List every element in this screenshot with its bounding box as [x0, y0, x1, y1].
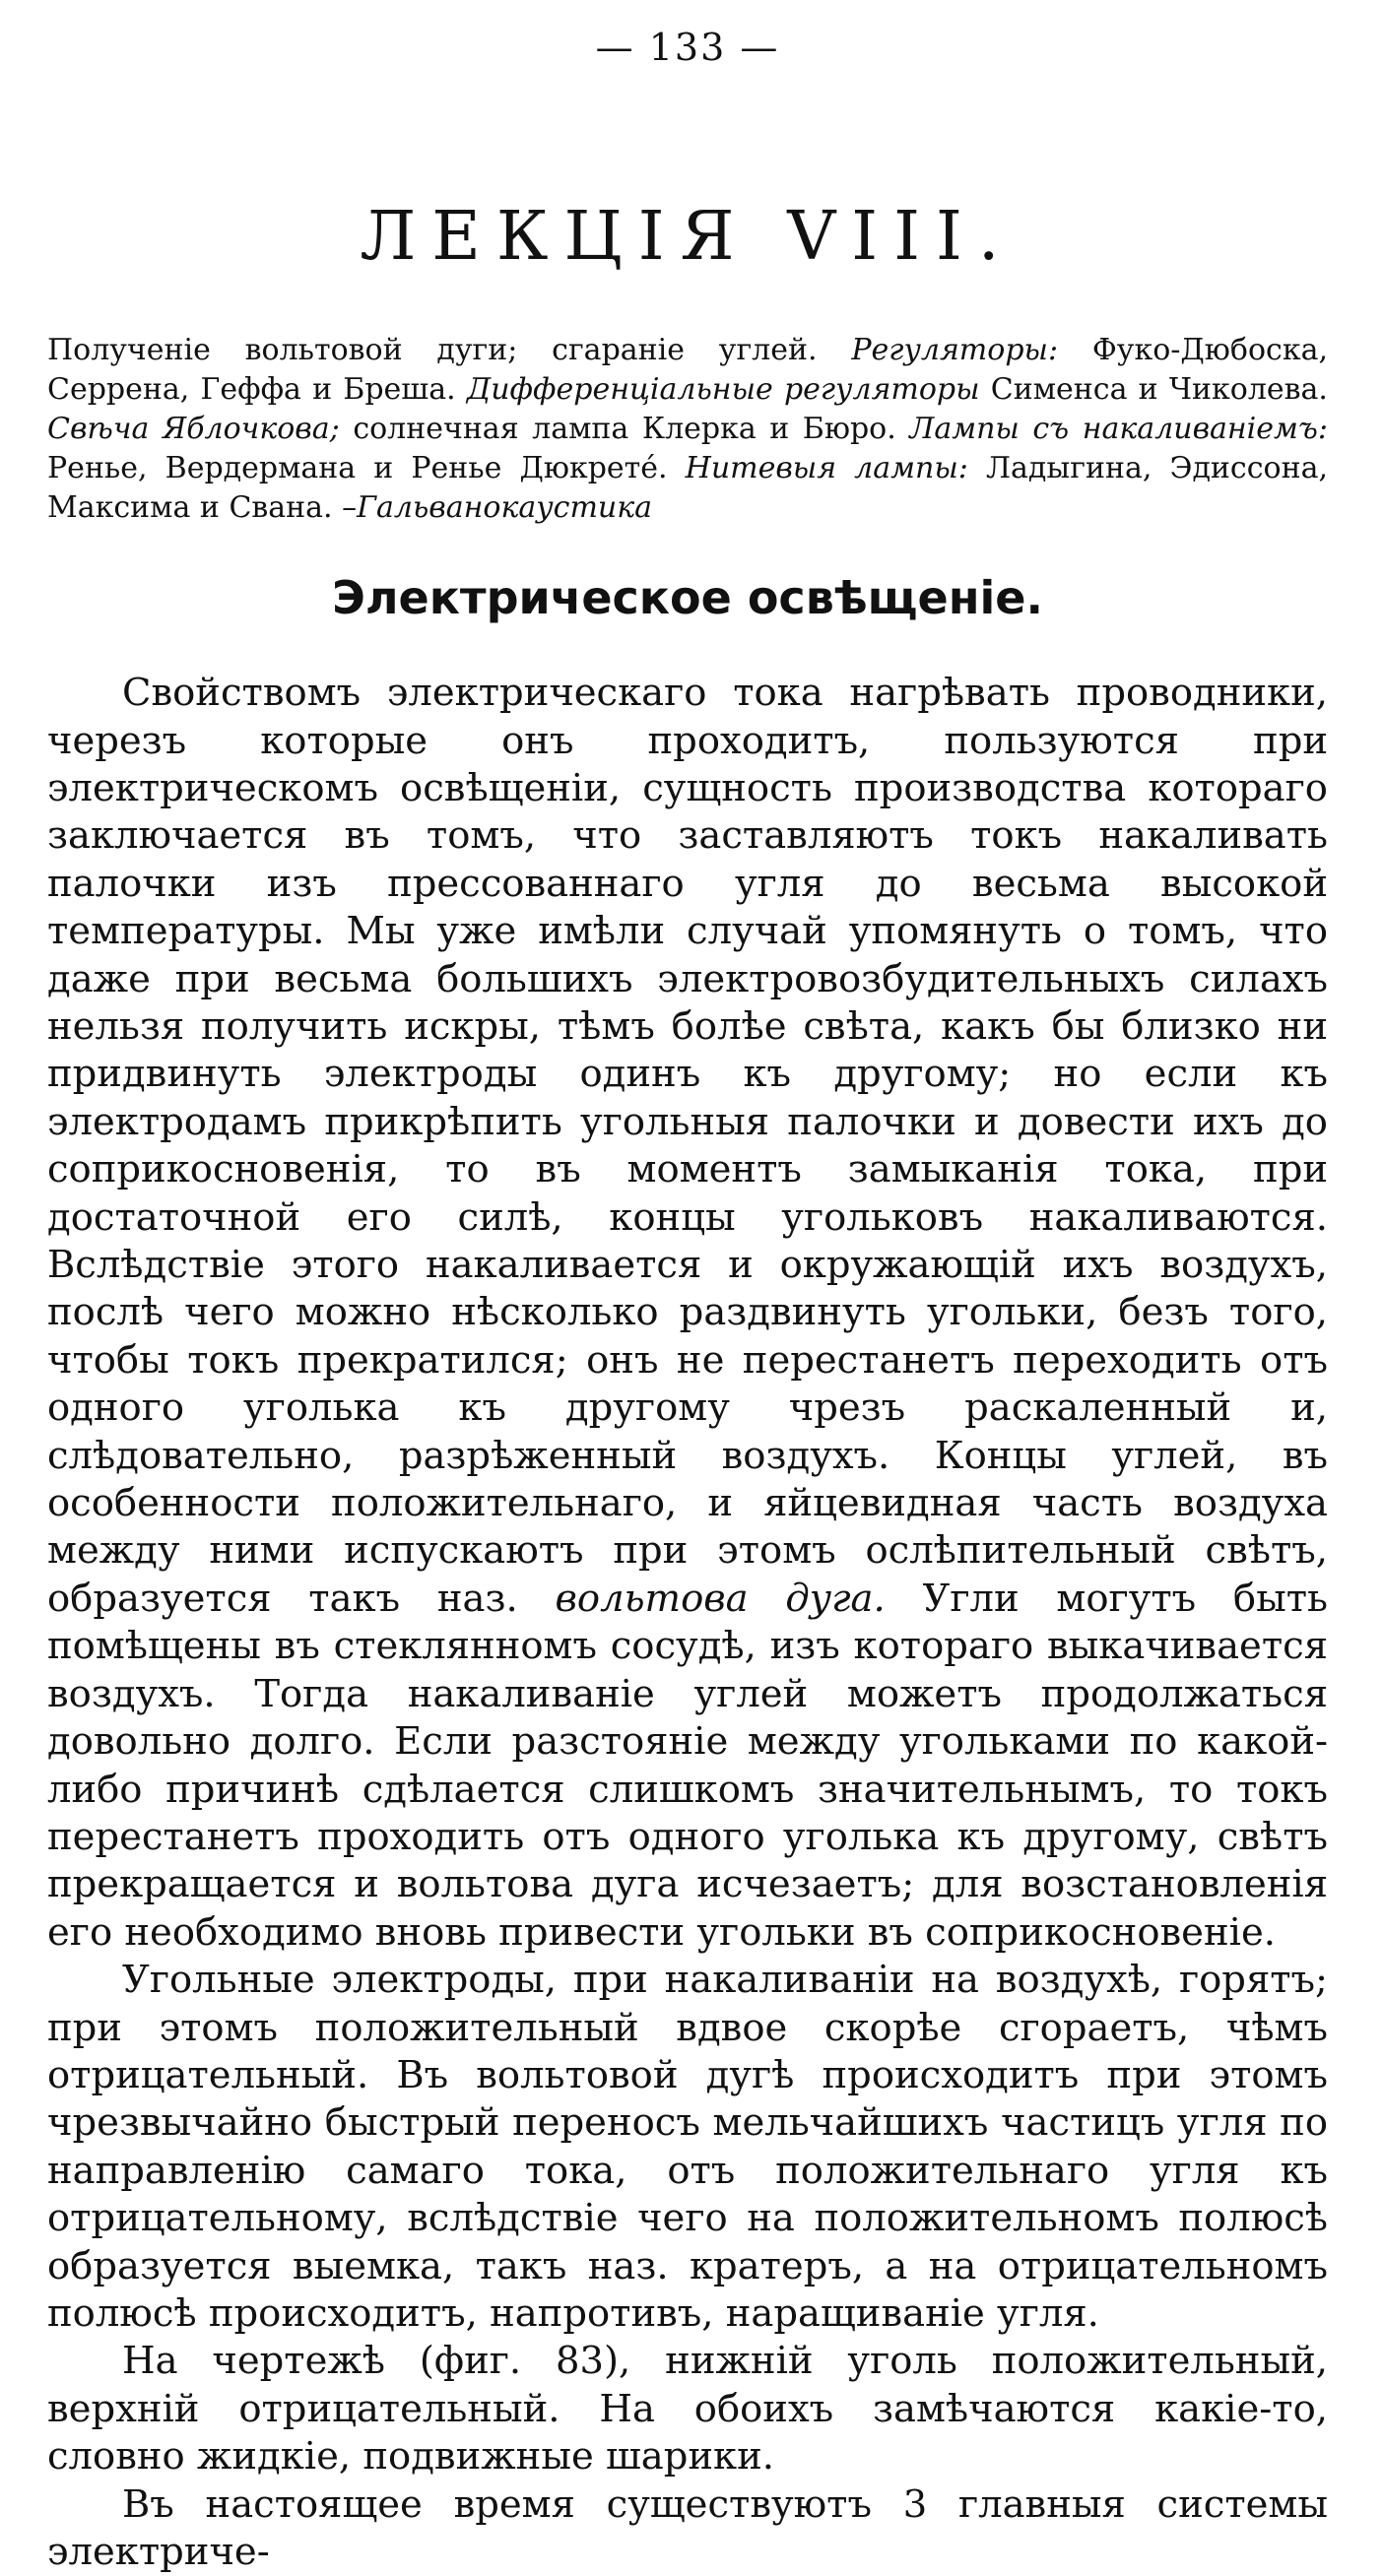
- section-heading: Электрическое освѣщеніе.: [332, 571, 1043, 624]
- lecture-summary: [47, 331, 1328, 528]
- paragraph-text: Свойствомъ электрическаго тока нагрѣвать проводники, черезъ которые онъ проходитъ, пользуются при электрическомъ освѣщеніи, сущность производства котораго заключается въ томъ, что заставляютъ токъ накаливать палочки изъ прессованнаго угля до весьма высокой температуры. Мы уже имѣли случай упомянуть о томъ, что даже при весьма большихъ электровозбудительныхъ силахъ нельзя получить искры, тѣмъ болѣе свѣта, какъ бы близко ни придвинуть электроды одинъ къ другому; но если къ электродамъ прикрѣпить угольныя палочки и довести ихъ до соприкосновенія, то въ моментъ замыканія тока, при достаточной его силѣ, концы угольковъ накаливаются. Вслѣдствіе этого накаливается и окружающій ихъ воздухъ, послѣ чего можно нѣсколько раздвинуть угольки, безъ того, чтобы токъ прекратился; онъ не перестанетъ переходить отъ одного уголька къ другому чрезъ раскаленный и, слѣдовательно, разрѣженный воздухъ. Концы углей, въ особенности положительнаго, и яйцевидная часть воздуха между ними испускаютъ при этомъ ослѣпительный свѣтъ, образуется такъ наз.: [47, 671, 1328, 1621]
- summary-italic: Диффеpенціальные регуляторы: [466, 372, 980, 407]
- lecture-title: ЛЕКЦІЯ VIII.: [360, 198, 1016, 276]
- body-text: [47, 670, 1328, 2576]
- paragraph: Угольные электроды, при накаливаніи на воздухѣ, горятъ; при этомъ положительный вдвое скорѣе сгораетъ, чѣмъ отрицательный. Въ вольтовой дугѣ происходитъ при этомъ чрезвычайно быстрый переносъ мельчайшихъ частицъ угля по направленію самаго тока, отъ положительнаго угля къ отрицательному, вслѣдствіе чего на положительномъ полюсѣ образуется выемка, такъ наз. кратеръ, а на отрицательномъ полюсѣ происходитъ, напротивъ, наращиваніе угля.: [47, 1958, 1328, 2336]
- summary-text: Фуко-Дюбоска, Серрена, Геффа и Бреша.: [47, 333, 1328, 407]
- paragraph-text: Угли могутъ быть помѣщены въ стеклянномъ сосудѣ, изъ котораго выкачивается воздухъ. Тогда накаливаніе углей можетъ продолжаться довольно долго. Если разстояніе между угольками по какой-либо причинѣ сдѣлается слишкомъ значительнымъ, то токъ перестанетъ проходить отъ одного уголька къ другому, свѣтъ прекращается и вольтова дуга исчезаетъ; для возстановленія его необходимо вновь привести угольки въ соприкосновеніе.: [47, 1576, 1328, 1955]
- page-number: — 133 —: [595, 26, 780, 69]
- summary-text: Полученіе вольтовой дуги; сгараніе углей.: [47, 333, 818, 367]
- summary-italic: Гальванокаустика: [357, 490, 653, 525]
- summary-text: Ренье, Вердермана и Ренье Дюкретé.: [47, 451, 668, 485]
- paragraph: [47, 670, 1328, 1957]
- summary-italic: Свѣча Яблочкова;: [47, 412, 340, 446]
- summary-text: Сименса и Чиколева.: [990, 372, 1328, 407]
- summary-italic: Нитевыя лампы:: [685, 451, 968, 485]
- summary-italic: Лампы съ накаливаніемъ:: [909, 412, 1329, 446]
- paragraph: Въ настоящее время существуютъ 3 главныя системы электриче-: [47, 2481, 1328, 2575]
- summary-text: солнечная лампа Клерка и Бюро.: [353, 412, 896, 446]
- paragraph-italic-term: вольтова дуга.: [555, 1576, 886, 1621]
- summary-text: Ладыгина, Эдиссона, Максима и Свана. –: [47, 451, 1329, 525]
- summary-italic: Регуляторы:: [851, 333, 1059, 367]
- paragraph: На чертежѣ (фиг. 83), нижній уголь положительный, верхній отрицательный. На обоихъ замѣчаются какіе-то, словно жидкіе, подвижные шарики.: [47, 2339, 1328, 2479]
